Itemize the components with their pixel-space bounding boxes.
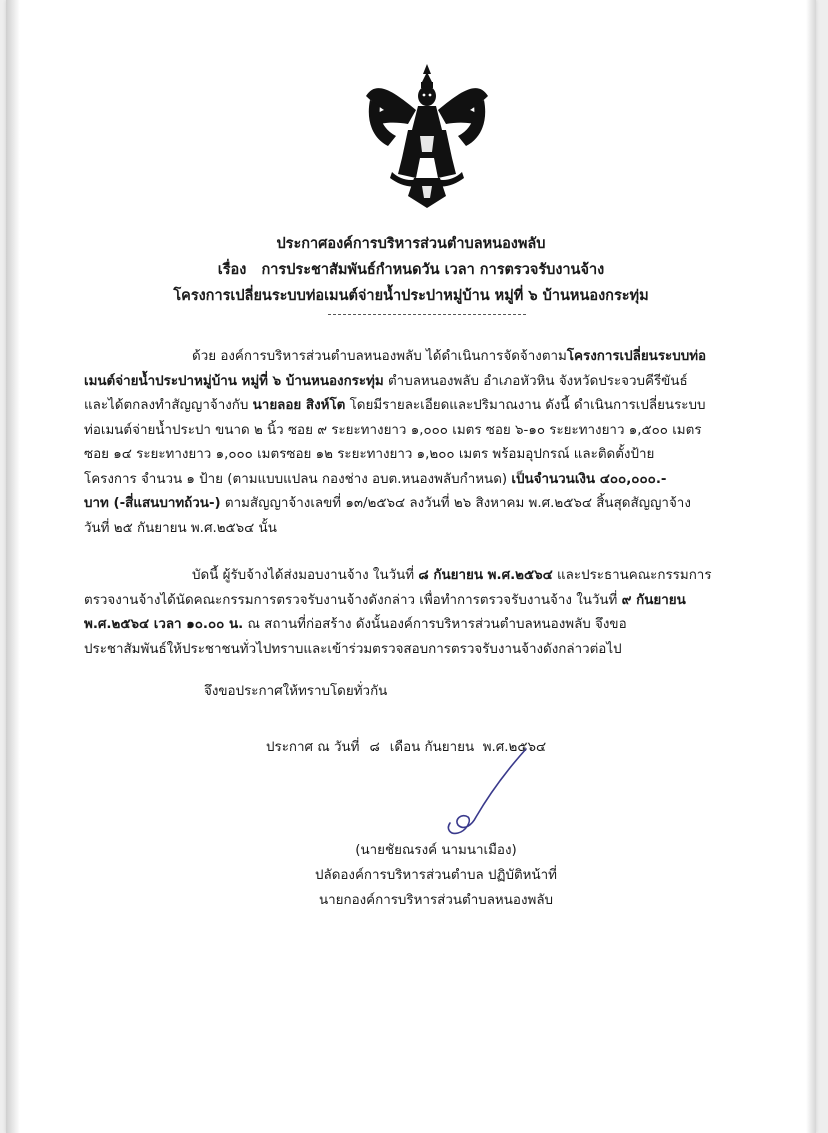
paragraph-line (84, 419, 764, 444)
dateline-day: ๘ (369, 740, 380, 755)
paragraph-line (84, 468, 764, 493)
paragraph-line (84, 564, 764, 589)
signatory-name: (นายชัยณรงค์ นามนาเมือง) (355, 843, 517, 858)
bold-text: เมนต์จ่ายน้ำประปาหมู่บ้าน หมู่ที่ ๖ บ้านหนองกระทุ่ม (84, 373, 384, 389)
body-paragraph-1 (84, 345, 764, 541)
dateline-prefix: ประกาศ ณ วันที่ (266, 740, 360, 755)
handwritten-signature-icon (428, 745, 538, 840)
project-title: โครงการเปลี่ยนระบบท่อเมนต์จ่ายน้ำประปาหมู่บ้าน หมู่ที่ ๖ บ้านหนองกระทุ่ม (173, 288, 649, 304)
bold-text: เป็นจำนวนเงิน ๔๐๐,๐๐๐.- (511, 471, 667, 487)
paragraph-line (84, 589, 764, 614)
signatory-position-line2: นายกองค์การบริหารส่วนตำบลหนองพลับ (318, 893, 554, 908)
bold-text: นายลอย สิงห์โต (252, 398, 346, 413)
page-left-shadow (6, 0, 20, 1133)
dateline-year: พ.ศ.๒๕๖๔ (482, 740, 547, 755)
dateline-month: กันยายน (424, 740, 475, 755)
text-run: และได้ตกลงทำสัญญาจ้างกับ (84, 398, 253, 413)
announcement-title: ประกาศองค์การบริหารส่วนตำบลหนองพลับ (276, 236, 546, 252)
subject-label: เรื่อง (217, 262, 247, 278)
announcement-subject (6, 258, 816, 281)
page-right-shadow (806, 0, 816, 1133)
signatory-block (286, 838, 586, 913)
bold-text: บาท (-สี่แสนบาทถ้วน-) (84, 496, 221, 511)
garuda-emblem-icon (362, 60, 492, 210)
bold-text: พ.ศ.๒๕๖๔ เวลา ๑๐.๐๐ น. (84, 617, 244, 632)
bold-text: โครงการเปลี่ยนระบบท่อ (566, 349, 707, 364)
text-run: ท่อเมนต์จ่ายน้ำประปา ขนาด ๒ นิ้ว ซอย ๙ ระยะทางยาว ๑,๐๐๐ เมตร ซอย ๖-๑๐ ระยะทางยาว ๑,๕๐๐ เมตร (84, 422, 702, 438)
paragraph-line (84, 638, 764, 663)
text-run: ตรวจงานจ้างได้นัดคณะกรรมการตรวจรับงานจ้างดังกล่าว เพื่อทำการตรวจรับงานจ้าง ในวันที่ (84, 592, 622, 608)
signatory-position-line1: ปลัดองค์การบริหารส่วนตำบล ปฏิบัติหน้าที่ (314, 868, 558, 883)
text-run: บัดนี้ ผู้รับจ้างได้ส่งมอบงานจ้าง ในวันที่ (192, 568, 419, 583)
text-run: และประธานคณะกรรมการ (552, 568, 712, 583)
text-run: ประชาสัมพันธ์ให้ประชาชนทั่วไปทราบและเข้าร่วมตรวจสอบการตรวจรับงานจ้างดังกล่าวต่อไป (84, 641, 622, 657)
text-run: วันที่ ๒๕ กันยายน พ.ศ.๒๕๖๔ นั้น (84, 520, 277, 536)
paragraph-line (84, 517, 764, 542)
body-paragraph-2 (84, 564, 764, 662)
dateline-month-label: เดือน (389, 740, 421, 755)
paragraph-line (84, 370, 764, 395)
paragraph-line (84, 443, 764, 468)
text-run: โครงการ จำนวน ๑ ป้าย (ตามแบบแปลน กองช่าง อบต.หนองพลับกำหนด) (84, 471, 512, 487)
paragraph-line (84, 492, 764, 517)
bold-text: ๘ กันยายน พ.ศ.๒๕๖๔ (418, 568, 553, 583)
header-divider (328, 314, 526, 315)
document-page (6, 0, 816, 1133)
text-run: โดยมีรายละเอียดและปริมาณงาน ดังนี้ ดำเนินการเปลี่ยนระบบ (345, 398, 706, 413)
text-run: ตามสัญญาจ้างเลขที่ ๑๓/๒๕๖๔ ลงวันที่ ๒๖ สิงหาคม พ.ศ.๒๕๖๔ สิ้นสุดสัญญาจ้าง (220, 496, 691, 511)
paragraph-line (84, 345, 764, 370)
text-run: ตำบลหนองพลับ อำเภอหัวหิน จังหวัดประจวบคีรีขันธ์ (383, 373, 688, 389)
bold-text: ๙ กันยายน (621, 592, 686, 608)
closing-statement: จึงขอประกาศให้ทราบโดยทั่วกัน (204, 684, 388, 699)
paragraph-line (84, 613, 764, 638)
text-run: ซอย ๑๔ ระยะทางยาว ๑,๐๐๐ เมตรซอย ๑๒ ระยะทางยาว ๑,๒๐๐ เมตร พร้อมอุปกรณ์ และติดตั้งป้าย (84, 447, 655, 462)
subject-text: การประชาสัมพันธ์กำหนดวัน เวลา การตรวจรับงานจ้าง (261, 262, 605, 278)
text-run: ณ สถานที่ก่อสร้าง ดังนั้นองค์การบริหารส่วนตำบลหนองพลับ จึงขอ (243, 617, 627, 632)
text-run: ด้วย องค์การบริหารส่วนตำบลหนองพลับ ได้ดำเนินการจัดจ้างตาม (192, 349, 567, 364)
paragraph-line (84, 394, 764, 419)
